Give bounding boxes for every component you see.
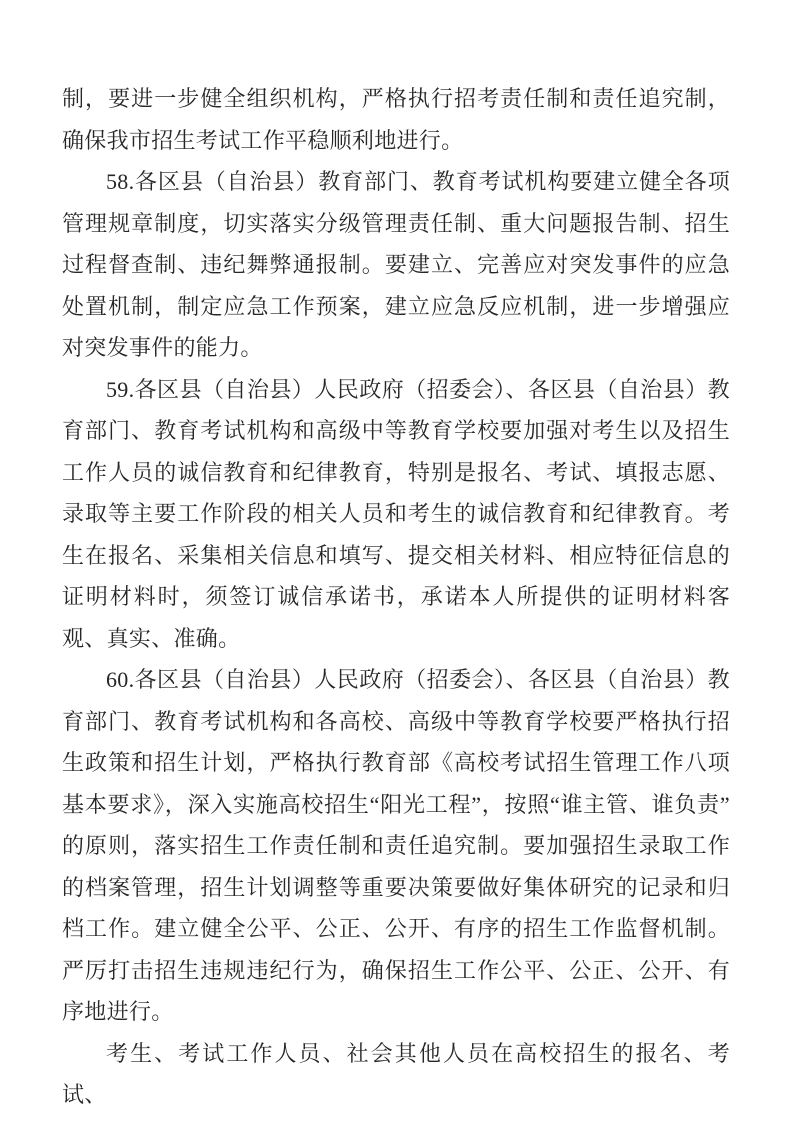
paragraph-continuation: 制，要进一步健全组织机构，严格执行招考责任制和责任追究制，确保我市招生考试工作平稳顺利地进行。: [62, 86, 730, 153]
paragraph-item-59: 59.各区县（自治县）人民政府（招委会）、各区县（自治县）教育部门、教育考试机构和高级中等教育学校要加强对考生以及招生工作人员的诚信教育和纪律教育，特别是报名、考试、填报志愿、录取等主要工作阶段的相关人员和考生的诚信教育和纪律教育。考生在报名、采集相关信息和填写、提交相关材料、相应特征信息的证明材料时，须签订诚信承诺书，承诺本人所提供的证明材料客观、真实、准确。: [62, 376, 730, 651]
document-text-body: [62, 78, 730, 1116]
paragraph-item-60: 60.各区县（自治县）人民政府（招委会）、各区县（自治县）教育部门、教育考试机构和各高校、高级中等教育学校要严格执行招生政策和招生计划，严格执行教育部《高校考试招生管理工作八项基本要求》，深入实施高校招生“阳光工程”，按照“谁主管、谁负责”的原则，落实招生工作责任制和责任追究制。要加强招生录取工作的档案管理，招生计划调整等重要决策要做好集体研究的记录和归档工作。建立健全公平、公正、公开、有序的招生工作监督机制。严厉打击招生违规违纪行为，确保招生工作公平、公正、公开、有序地进行。: [62, 667, 730, 1024]
paragraph-item-61-start: 考生、考试工作人员、社会其他人员在高校招生的报名、考试、: [62, 1040, 730, 1107]
paragraph-item-58: 58.各区县（自治县）教育部门、教育考试机构要建立健全各项管理规章制度，切实落实分级管理责任制、重大问题报告制、招生过程督查制、违纪舞弊通报制。要建立、完善应对突发事件的应急处置机制，制定应急工作预案，建立应急反应机制，进一步增强应对突发事件的能力。: [62, 169, 730, 360]
